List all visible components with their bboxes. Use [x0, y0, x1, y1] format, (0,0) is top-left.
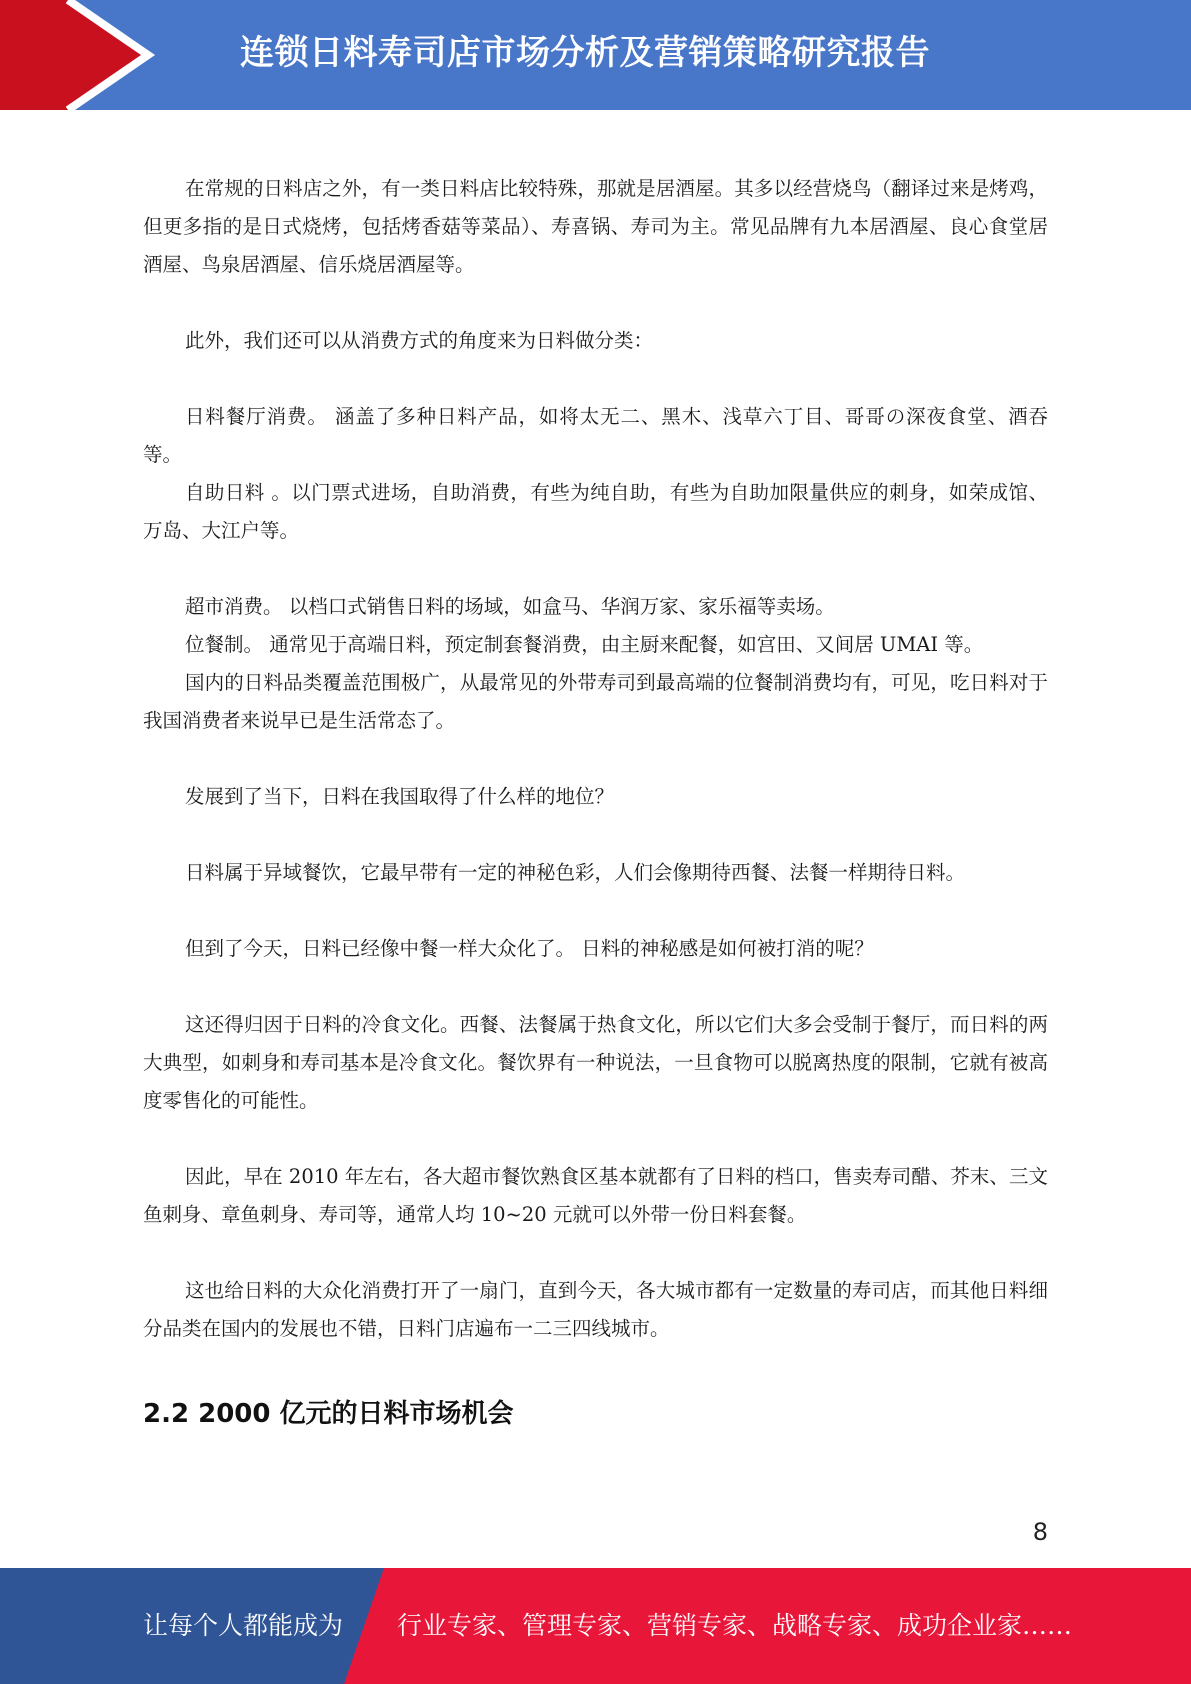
- paragraph: 日料餐厅消费。 涵盖了多种日料产品，如将太无二、黑木、浅草六丁目、哥哥の深夜食堂、酒吞等。: [143, 405, 1048, 466]
- paragraph: 国内的日料品类覆盖范围极广，从最常见的外带寿司到最高端的位餐制消费均有，可见，吃日料对于我国消费者来说早已是生活常态了。: [143, 671, 1048, 732]
- paragraph: 超市消费。 以档口式销售日料的场域，如盒马、华润万家、家乐福等卖场。: [185, 595, 835, 618]
- page-header: [0, 0, 1191, 110]
- paragraph: 但到了今天，日料已经像中餐一样大众化了。 日料的神秘感是如何被打消的呢？: [185, 937, 874, 960]
- header-chevron-icon: [0, 0, 160, 110]
- page-number: 8: [1032, 1518, 1048, 1546]
- page-footer: [0, 1568, 1191, 1684]
- paragraph: 日料属于异域餐饮，它最早带有一定的神秘色彩，人们会像期待西餐、法餐一样期待日料。: [185, 861, 966, 884]
- footer-slogan-left: 让每个人都能成为: [143, 1611, 344, 1640]
- paragraph: 因此，早在 2010 年左右，各大超市餐饮熟食区基本就都有了日料的档口，售卖寿司醋、芥末、三文鱼刺身、章鱼刺身、寿司等，通常人均 10~20 元就可以外带一份日料套餐。: [143, 1165, 1048, 1226]
- paragraph: 此外，我们还可以从消费方式的角度来为日料做分类：: [185, 329, 654, 352]
- document-body: [143, 170, 1048, 1348]
- paragraph: 这也给日料的大众化消费打开了一扇门，直到今天，各大城市都有一定数量的寿司店，而其他日料细分品类在国内的发展也不错，日料门店遍布一二三四线城市。: [143, 1279, 1048, 1340]
- paragraph: 在常规的日料店之外，有一类日料店比较特殊，那就是居酒屋。其多以经营烧鸟（翻译过来是烤鸡，但更多指的是日式烧烤，包括烤香菇等菜品）、寿喜锅、寿司为主。常见品牌有九本居酒屋、良心食堂居酒屋、鸟泉居酒屋、信乐烧居酒屋等。: [143, 177, 1048, 276]
- paragraph: 自助日料 。以门票式进场，自助消费，有些为纯自助，有些为自助加限量供应的刺身，如荣成馆、万岛、大江户等。: [143, 481, 1048, 542]
- section-heading: 2.2 2000 亿元的日料市场机会: [143, 1399, 514, 1429]
- paragraph: 发展到了当下，日料在我国取得了什么样的地位？: [185, 785, 615, 808]
- document-title: 连锁日料寿司店市场分析及营销策略研究报告: [240, 33, 930, 73]
- footer-slogan-right: 行业专家、管理专家、营销专家、战略专家、成功企业家……: [397, 1611, 1073, 1640]
- paragraph: 这还得归因于日料的冷食文化。西餐、法餐属于热食文化，所以它们大多会受制于餐厅，而日料的两大典型，如刺身和寿司基本是冷食文化。餐饮界有一种说法，一旦食物可以脱离热度的限制，它就有被高度零售化的可能性。: [143, 1013, 1048, 1112]
- paragraph: 位餐制。 通常见于高端日料，预定制套餐消费，由主厨来配餐，如宫田、又间居 UMAI 等。: [185, 633, 984, 656]
